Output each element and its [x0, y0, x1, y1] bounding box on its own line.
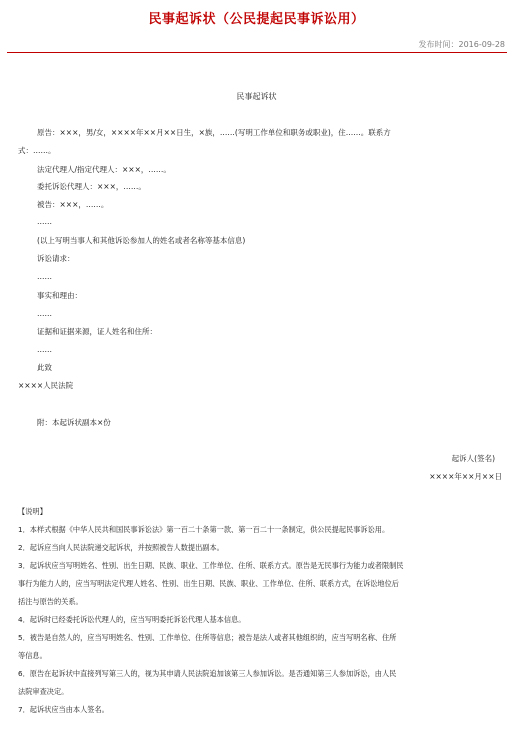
ellipsis-claims: …… — [37, 272, 52, 281]
court-name: ××××人民法院 — [18, 381, 74, 390]
publish-date-value: 2016-09-28 — [458, 40, 505, 49]
publish-date-label: 发布时间： — [418, 40, 459, 49]
notes-heading: 【说明】 — [18, 507, 47, 516]
signature-line: 起诉人(签名) — [451, 454, 495, 463]
ellipsis-evidence: …… — [37, 345, 52, 354]
parties-note: (以上写明当事人和其他诉讼参加人的姓名或者名称等基本信息) — [37, 236, 246, 245]
salutation: 此致 — [37, 363, 52, 372]
publish-date — [419, 39, 506, 50]
ellipsis-parties: …… — [37, 217, 52, 226]
claims-label: 诉讼请求： — [37, 254, 75, 263]
note-1: 1．本样式根据《中华人民共和国民事诉讼法》第一百二十条第一款、第一百二十一条制定，供公民提起民事诉讼用。 — [18, 525, 390, 534]
note-3-line-2: 事行为能力人的，应当写明法定代理人姓名、性别、出生日期、民族、职业、工作单位、住所、联系方式，在诉讼地位后 — [18, 579, 399, 588]
header-divider — [7, 52, 507, 53]
attachment-line: 附：本起诉状副本×份 — [37, 418, 111, 427]
note-5-line-1: 5．被告是自然人的，应当写明姓名、性别、工作单位、住所等信息；被告是法人或者其他组织的，应当写明名称、住所 — [18, 633, 397, 642]
facts-label: 事实和理由： — [37, 291, 82, 300]
evidence-label: 证据和证据来源，证人姓名和住所： — [37, 327, 157, 336]
note-7: 7．起诉状应当由本人签名。 — [18, 705, 109, 714]
note-3-line-1: 3．起诉状应当写明姓名、性别、出生日期、民族、职业、工作单位、住所、联系方式。原告是无民事行为能力或者限制民 — [18, 561, 404, 570]
defendant-line: 被告：×××，……。 — [37, 200, 109, 209]
signature-date: ××××年××月××日 — [429, 472, 502, 481]
page-title: 民事起诉状（公民提起民事诉讼用） — [148, 12, 365, 27]
statutory-agent-line: 法定代理人/指定代理人：×××，……。 — [37, 165, 171, 174]
note-6-line-1: 6．原告在起诉状中直接列写第三人的，视为其申请人民法院追加该第三人参加诉讼。是否通知第三人参加诉讼，由人民 — [18, 669, 397, 678]
note-5-line-2: 等信息。 — [18, 651, 47, 660]
document-title: 民事起诉状 — [236, 92, 277, 101]
entrusted-agent-line: 委托诉讼代理人：×××，……。 — [37, 182, 146, 191]
plaintiff-line-2: 式：……。 — [18, 146, 56, 155]
note-6-line-2: 法院审查决定。 — [18, 687, 69, 696]
plaintiff-line-1: 原告：×××，男/女，××××年××月××日生，×族，……(写明工作单位和职务或职业)，住……。联系方 — [37, 128, 391, 137]
note-3-line-3: 括注与原告的关系。 — [18, 597, 83, 606]
note-4: 4．起诉时已经委托诉讼代理人的，应当写明委托诉讼代理人基本信息。 — [18, 615, 246, 624]
ellipsis-facts: …… — [37, 309, 52, 318]
note-2: 2．起诉应当向人民法院递交起诉状，并按照被告人数提出副本。 — [18, 543, 224, 552]
